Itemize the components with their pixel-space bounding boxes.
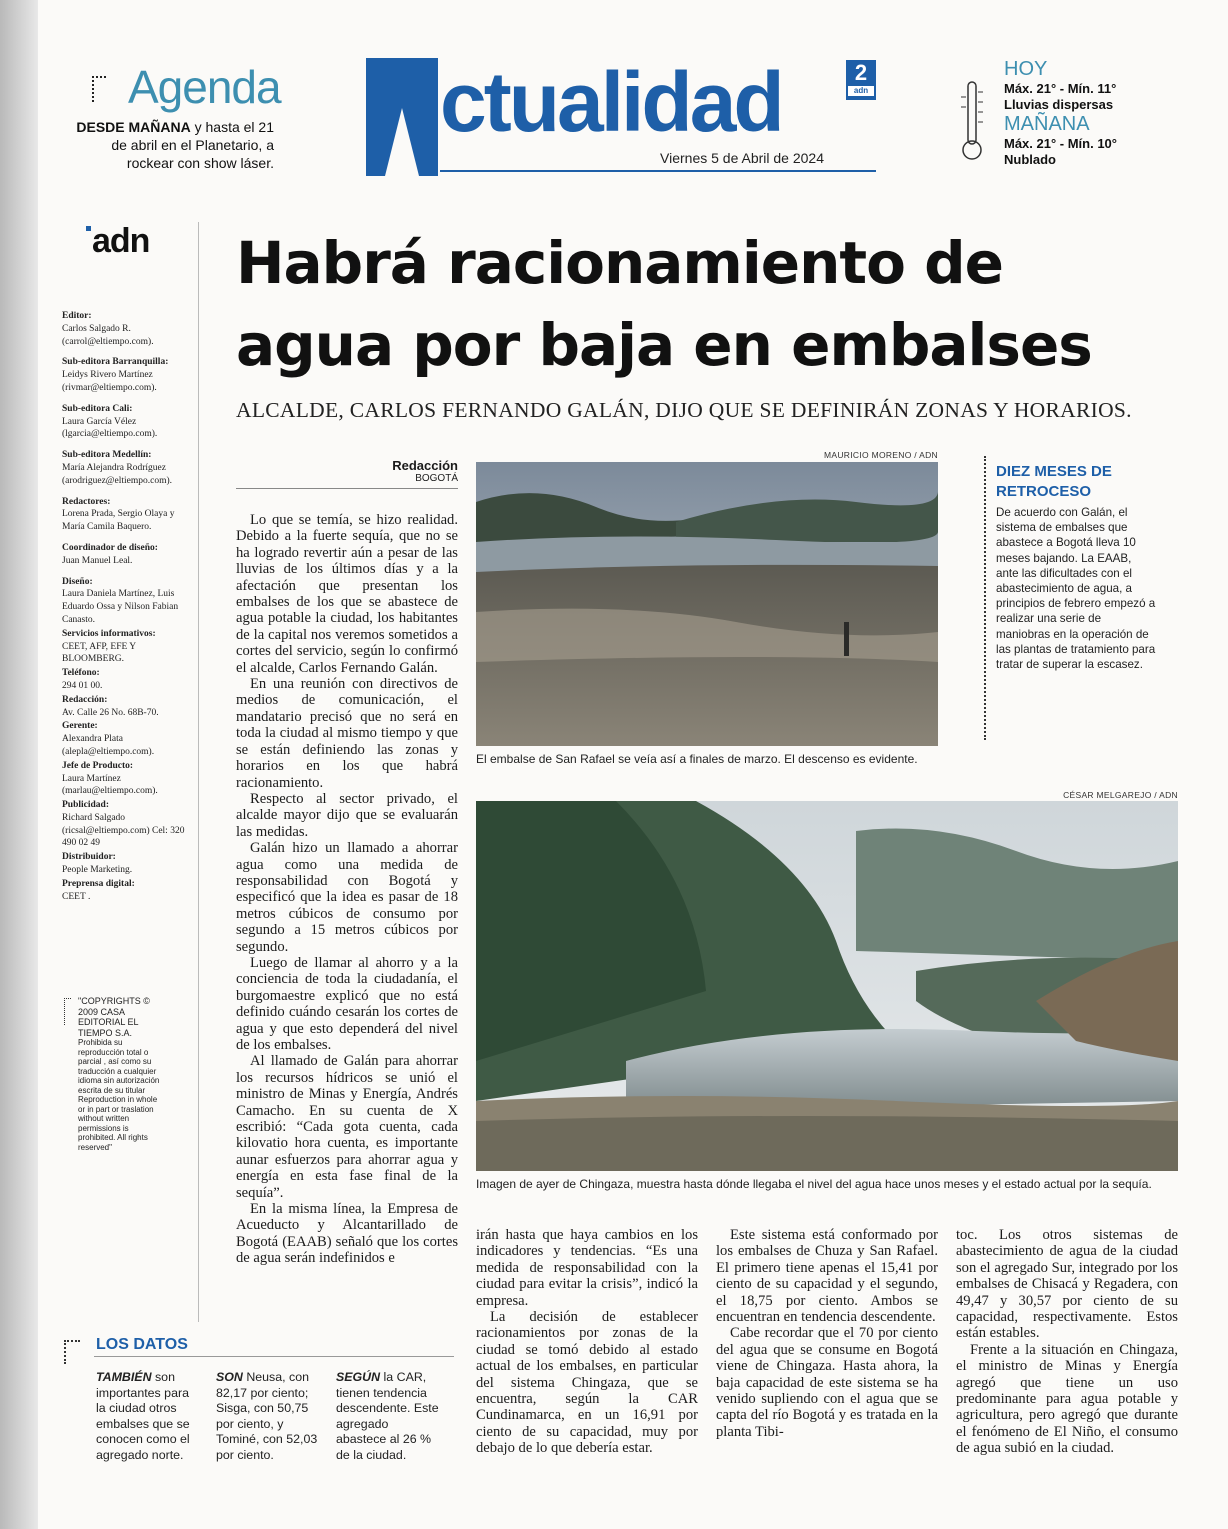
credit-entry bbox=[62, 628, 198, 666]
article-column-4 bbox=[956, 1227, 1178, 1457]
page-number-badge bbox=[846, 60, 876, 100]
datos-bracket-icon bbox=[64, 1340, 80, 1364]
weather-today-cond: Lluvias dispersas bbox=[1004, 97, 1114, 112]
issue-date: Viernes 5 de Abril de 2024 bbox=[660, 150, 824, 166]
credit-text: 294 01 00. bbox=[62, 680, 103, 691]
headline-line-2: agua por baja en embalses bbox=[236, 311, 1092, 379]
badge-label: adn bbox=[848, 86, 874, 96]
credit-role: Coordinador de diseño: bbox=[62, 542, 158, 553]
datos-rule bbox=[94, 1356, 454, 1357]
weather-tomorrow-cond: Nublado bbox=[1004, 152, 1056, 167]
credit-text: Av. Calle 26 No. 68B-70. bbox=[62, 707, 159, 718]
agenda-title: Agenda bbox=[128, 61, 281, 113]
col1-paragraph: Galán hizo un llamado a ahorrar agua como una medida de responsabilidad con Bogotá y especificó que la idea es pasar de 18 metros cúbicos de consumo por segundo a 15 metros cúbicos por segundo. bbox=[236, 840, 458, 955]
weather-today-temp: Máx. 21° - Mín. 11° bbox=[1004, 81, 1117, 96]
masthead-title: ctualidad bbox=[440, 55, 782, 149]
credit-entry bbox=[62, 720, 198, 758]
credit-text: Laura Martínez (marlau@eltiempo.com). bbox=[62, 773, 158, 797]
col1-paragraph: Al llamado de Galán para ahorrar los recursos hídricos se unió el ministro de Minas y Energía, Andrés Camacho. En su cuenta de X escribió: “Cada gota cuenta, cada kilovatio hora cuenta, es importante aunar esfuerzos para ahorrar agua y energía en esta fase final de la sequía”. bbox=[236, 1053, 458, 1201]
agenda-lead: DESDE MAÑANA bbox=[76, 119, 191, 135]
credit-role: Redacción: bbox=[62, 694, 108, 705]
credit-role: Gerente: bbox=[62, 721, 98, 732]
datos-item-2-text: Neusa, con 82,17 por ciento; Sisga, con 50,75 por ciento, y Tominé, con 52,03 por ciento. bbox=[216, 1370, 318, 1462]
credit-text: María Alejandra Rodríguez (arodriguez@eltiempo.com). bbox=[62, 462, 173, 486]
credit-role: Diseño: bbox=[62, 576, 93, 587]
credit-entry bbox=[62, 496, 198, 534]
datos-title: LOS DATOS bbox=[96, 1336, 188, 1353]
credit-entry bbox=[62, 878, 198, 904]
col4-paragraph: Frente a la situación en Chingaza, el ministro de Minas y Energía agregó que tiene un uso predominante para agua potable y agricultura, pero agregó que durante el fenómeno de El Niño, el consumo de agua subió en la ciudad. bbox=[956, 1341, 1178, 1457]
sidebox-title: DIEZ MESES DE RETROCESO bbox=[996, 463, 1112, 500]
deck-subtitle: ALCALDE, CARLOS FERNANDO GALÁN, DIJO QUE SE DEFINIRÁN ZONAS Y HORARIOS. bbox=[236, 398, 1132, 422]
thermometer-icon bbox=[960, 80, 984, 162]
credit-entry bbox=[62, 449, 198, 487]
credit-role: Editor: bbox=[62, 311, 92, 321]
byline-rule bbox=[236, 488, 458, 489]
credit-role: Teléfono: bbox=[62, 668, 100, 679]
credit-entry bbox=[62, 310, 198, 348]
copyright-bracket-icon bbox=[64, 998, 71, 1025]
photo-san-rafael bbox=[476, 462, 938, 746]
credit-text: CEET, AFP, EFE Y BLOOMBERG. bbox=[62, 641, 136, 665]
datos-item-1 bbox=[96, 1370, 196, 1463]
photo-chingaza bbox=[476, 801, 1178, 1171]
col2-paragraph: La decisión de establecer racionamientos por zonas de la ciudad se tomó debido al estado actual de los embalses, en particular del sistema Chingaza, que se encuentra, según la CAR Cundinamarca, en un 16,91 por ciento de su capacidad, muy por debajo de lo que debería estar. bbox=[476, 1309, 698, 1457]
col3-paragraph-1: Este sistema está conformado por los embalses de Chuza y San Rafael. El primero tiene apenas el 15,41 por ciento de su capacidad y el segundo, el 18,75 por ciento. Ambos se encuentran en tendencia descendente. bbox=[716, 1227, 938, 1326]
credit-role: Preprensa digital: bbox=[62, 878, 135, 889]
credit-role: Publicidad: bbox=[62, 800, 109, 811]
credit-entry bbox=[62, 576, 198, 627]
article-column-2 bbox=[476, 1227, 698, 1457]
agenda-text bbox=[74, 118, 274, 172]
photo1-credit: MAURICIO MORENO / ADN bbox=[824, 450, 938, 460]
copyright-terms: Prohibida su reproducción total o parcial , así como su traducción a cualquier idioma sin autorización escrita de su titular Reproduction in whole or in part or traslation without written permissions is prohibited. All rights reserved" bbox=[78, 1038, 160, 1152]
weather-tomorrow-label: MAÑANA bbox=[1004, 113, 1090, 135]
credit-text: CEET . bbox=[62, 891, 91, 902]
datos-item-2 bbox=[216, 1370, 324, 1463]
credit-text: Laura Daniela Martínez, Luis Eduardo Ossa y Nilson Fabian Canasto. bbox=[62, 589, 179, 625]
credit-text: Richard Salgado (ricsal@eltiempo.com) Cel: 320 490 02 49 bbox=[62, 812, 185, 849]
adn-logo-dot bbox=[86, 226, 91, 231]
credit-text: Leidys Rivero Martínez (rivmar@eltiempo.com). bbox=[62, 370, 157, 393]
article-column-3 bbox=[716, 1227, 938, 1440]
credit-text: People Marketing. bbox=[62, 865, 133, 876]
headline bbox=[236, 222, 1196, 386]
credit-role: Sub-editora Barranquilla: bbox=[62, 357, 169, 368]
photo2-caption: Imagen de ayer de Chingaza, muestra hasta dónde llegaba el nivel del agua hace unos meses y el estado actual por la sequía. bbox=[476, 1177, 1152, 1191]
credit-entry bbox=[62, 851, 198, 877]
col2-continuation: irán hasta que haya cambios en los indicadores y tendencias. “Es una medida de responsabilidad con la ciudad para evitar la crisis”, indicó la empresa. bbox=[476, 1227, 698, 1309]
credit-text: Juan Manuel Leal. bbox=[62, 555, 133, 566]
sidebox-text: De acuerdo con Galán, el sistema de embalses que abastece a Bogotá lleva 10 meses bajando. La EAAB, ante las dificultades con el abastecimiento de agua, a principios de febrero empezó a realizar una serie de maniobras en la operación de las plantas de tratamiento para tratar de superar la escasez. bbox=[996, 506, 1156, 672]
datos-item-3-lead: SEGÚN bbox=[336, 1370, 381, 1384]
copyright-main: "COPYRIGHTS © 2009 CASA EDITORIAL EL TIEMPO S.A. bbox=[78, 996, 150, 1038]
datos-item-2-lead: SON bbox=[216, 1370, 243, 1384]
col1-paragraph: Respecto al sector privado, el alcalde mayor dijo que se evaluarán las medidas. bbox=[236, 790, 458, 840]
masthead-rule bbox=[440, 170, 876, 172]
staff-credits bbox=[62, 310, 198, 904]
credit-entry bbox=[62, 667, 198, 693]
col1-paragraph: En una reunión con directivos de medios de comunicación, el mandatario precisó que no será en toda la ciudad al mismo tiempo y que se están definiendo las zonas y horarios en los que habrá racionamiento. bbox=[236, 676, 458, 791]
datos-item-1-text: son importantes para la ciudad otros embalses que se conocen como el agregado norte. bbox=[96, 1370, 190, 1462]
copyright-notice bbox=[78, 996, 166, 1152]
credit-role: Sub-editora Medellín: bbox=[62, 450, 152, 461]
datos-item-3-text: la CAR, tienen tendencia descendente. Este agregado abastece al 26 % de la ciudad. bbox=[336, 1370, 439, 1462]
credit-text: Alexandra Plata (alepla@eltiempo.com). bbox=[62, 734, 155, 757]
credit-entry bbox=[62, 760, 198, 798]
weather-today-label: HOY bbox=[1004, 58, 1048, 80]
credit-role: Redactores: bbox=[62, 496, 111, 507]
page-number: 2 bbox=[854, 60, 868, 85]
adn-logo: adn bbox=[92, 222, 150, 260]
credit-entry bbox=[62, 356, 198, 394]
credit-text: Laura García Vélez (lgarcia@eltiempo.com). bbox=[62, 416, 158, 440]
photo2-credit: CÉSAR MELGAREJO / ADN bbox=[1063, 790, 1178, 800]
agenda-bracket-icon bbox=[92, 76, 106, 102]
byline bbox=[236, 458, 458, 484]
credit-role: Sub-editora Cali: bbox=[62, 403, 133, 414]
credit-entry bbox=[62, 403, 198, 441]
credit-role: Jefe de Producto: bbox=[62, 760, 134, 771]
credit-entry bbox=[62, 694, 198, 720]
datos-item-3 bbox=[336, 1370, 440, 1463]
article-column-1 bbox=[236, 512, 458, 1267]
credit-role: Distribuidor: bbox=[62, 852, 116, 863]
photo1-caption: El embalse de San Rafael se veía así a finales de marzo. El descenso es evidente. bbox=[476, 752, 918, 766]
byline-dateline: BOGOTÁ bbox=[415, 473, 458, 484]
sidebar-rule bbox=[198, 222, 199, 1322]
credit-role: Servicios informativos: bbox=[62, 628, 156, 639]
credit-text: Lorena Prada, Sergio Olaya y María Camila Baquero. bbox=[62, 509, 175, 533]
agenda-body: y hasta el 21 de abril en el Planetario, a rockear con show láser. bbox=[111, 119, 274, 171]
byline-author: Redacción bbox=[392, 458, 458, 473]
datos-item-1-lead: TAMBIÉN bbox=[96, 1370, 152, 1384]
page-gutter-shadow bbox=[0, 0, 38, 1529]
headline-line-1: Habrá racionamiento de bbox=[236, 229, 1003, 297]
credit-text: Carlos Salgado R. (carrol@eltiempo.com). bbox=[62, 323, 154, 347]
weather-panel bbox=[1004, 58, 1204, 168]
col4-continuation: toc. Los otros sistemas de abastecimiento de agua de la ciudad son el agregado Sur, integrado por los embalses de Chisacá y Regadera, con 49,47 y 30,57 por ciento de su capacidad, respectivamente. Estos están estables. bbox=[956, 1227, 1178, 1342]
col1-paragraph: Luego de llamar al ahorro y a la conciencia de toda la ciudadanía, el burgomaestre explicó que no está definido cuándo cesarán los cortes de agua y que esto dependerá del nivel de los embalses. bbox=[236, 954, 458, 1053]
col1-paragraph: En la misma línea, la Empresa de Acueducto y Alcantarillado de Bogotá (EAAB) señaló que los cortes de agua serán indefinidos e bbox=[236, 1201, 458, 1267]
weather-tomorrow-temp: Máx. 21° - Mín. 10° bbox=[1004, 136, 1117, 151]
col3-paragraph-2: Cabe recordar que el 70 por ciento del agua que se consume en Bogotá viene de Chingaza. Hasta ahora, la baja capacidad de este sistema se ha venido supliendo con el agua que se capta del río Bogotá y es tratada en la planta Tibi- bbox=[716, 1325, 938, 1440]
col1-paragraph: Lo que se temía, se hizo realidad. Debido a la fuerte sequía, que no se ha logrado revertir aún a pesar de las lluvias de los últimos días y a la afectación que presentan los embalses de los que se abastece de agua potable la ciudad, los habitantes de la capital nos veremos sometidos a cortes del servicio, según lo confirmó el alcalde, Carlos Fernando Galán. bbox=[236, 512, 458, 676]
credit-entry bbox=[62, 799, 198, 850]
credit-entry bbox=[62, 542, 198, 568]
